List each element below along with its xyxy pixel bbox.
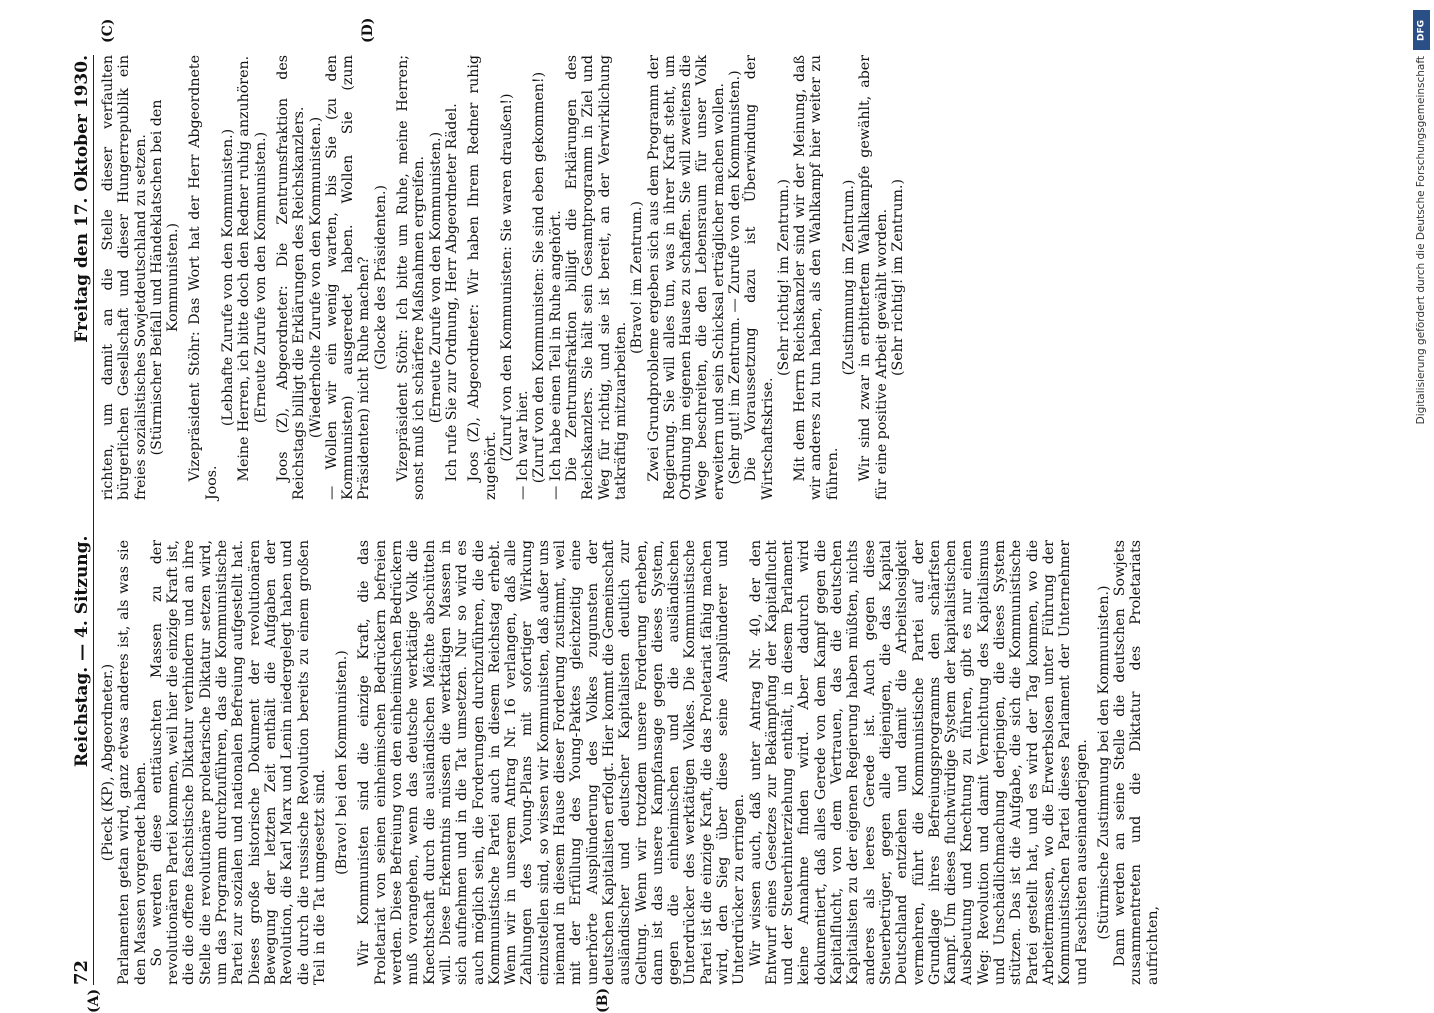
header-left: Reichstag. — 4. Sitzung. [71,535,92,768]
right-column [100,55,906,500]
paragraph: So werden diese enttäuschten Massen zu der revolutionären Partei kommen, weil hier die einzige Kraft ist, die die offene faschistische Diktatur verhindern und an ihre Stelle die revolutionäre proletarische Diktatur setzen wird, um das Programm durchzuführen, das die Kommunistische Partei zur sozialen und nationalen Befreiung aufgestellt hat. Dieses große historische Dokument der revolutionären Bewegung der letzten Zeit enthält die Aufgaben der Revolution, die Karl Marx und Lenin niedergelegt haben und die durch die russische Revolution bereits zu einem großen Teil in die Tat umgesetzt sind. [148,540,328,985]
paragraph: richten, um damit an die Stelle dieser verfaulten bürgerlichen Gesellschaft und dieser Hungerrepublik ein freies sozialistisches Sowjetdeutschland zu setzen. [100,55,149,500]
interjection: (Erneute Zurufe von den Kommunisten.) [252,131,269,424]
interjection: (Sehr gut! im Zentrum. — Zurufe von den Kommunisten.) [726,70,743,485]
speaker-paragraph: Joos (Z), Abgeordneter: Wir haben Ihrem Redner ruhig zugehört. [466,55,499,500]
funding-notice: Digitalisierung gefördert durch die Deutsche Forschungsgemeinschaft [1415,56,1427,425]
margin-marker-d: (D) [360,17,376,43]
dfg-sidebar [1412,8,1432,663]
paragraph: Die Voraussetzung dazu ist Überwindung der Wirtschaftskrise. [743,55,776,500]
paragraph: Zwei Grundprobleme ergeben sich aus dem Programm der Regierung. Sie will alles tun, was in ihrer Kraft steht, um Ordnung im eigenen Hause zu schaffen. Sie will zweitens die Wege beschreiten, die den Lebensraum für unser Volk erweitern und sein Schicksal erträglicher machen wollen. [645,55,727,500]
paragraph: Meine Herren, ich bitte doch den Redner ruhig anzuhören. [236,55,253,482]
paragraph: — Ich habe einen Teil in Ruhe angehört. [547,210,564,500]
left-column [100,540,1161,985]
paragraph: — Wollen wir ein wenig warten, bis Sie (zu den Kommunisten) ausgeredet haben. Wollen Sie (zum Präsidenten) nicht Ruhe machen? [323,55,373,500]
dfg-logo: DFG [1413,10,1430,50]
speaker-paragraph: Joos (Z), Abgeordneter: Die Zentrumsfraktion des Reichstags billigt die Erklärungen des Reichskanzlers. [274,55,308,500]
speaker-reference: (Pieck (KP), Abgeordneter.) [100,663,116,862]
interjection: (Erneute Zurufe von den Kommunisten.) [427,131,444,424]
running-header [60,55,94,985]
margin-marker-c: (C) [100,18,116,43]
interjection: (Bravo! bei den Kommunisten.) [334,650,351,875]
interjection: (Zustimmung im Zentrum.) [841,179,858,376]
interjection: (Bravo! im Zentrum.) [629,201,646,354]
interjection: (Lebhafte Zurufe von den Kommunisten.) [220,128,237,427]
document-page [60,17,1410,1013]
page-number: 72 [70,959,92,985]
paragraph: Ich rufe Sie zur Ordnung, Herr Abgeordneter Rädel. [443,103,460,482]
interjection: (Zuruf von den Kommunisten: Sie sind eben gekommen!) [531,71,548,484]
paragraph: Parlamenten getan wird, ganz etwas anderes ist, als was sie den Massen vorgeredet haben. [116,540,149,985]
interjection: (Sehr richtig! im Zentrum.) [775,178,792,377]
page-wrap [60,17,1410,1013]
header-right: Freitag den 17. Oktober 1930. [71,55,92,343]
paragraph: — Ich war hier. [515,390,532,500]
interjection: (Wiederholte Zurufe von den Kommunisten.) [307,116,324,439]
speaker-paragraph: Vizepräsident Stöhr: Ich bitte um Ruhe, meine Herren; sonst muß ich schärfere Maßnahmen ergreifen. [395,55,428,500]
paragraph: Die Zentrumsfraktion billigt die Erklärungen des Reichskanzlers. Sie hält sein Gesamtprogramm in Ziel und Weg für richtig, und sie ist bereit, an der Verwirklichung tatkräftig mitzuarbeiten. [564,55,629,500]
paragraph: Mit dem Herrn Reichskanzler sind wir der Meinung, daß wir anderes zu tun haben, als den Wahlkampf hier weiter zu führen. [792,55,841,500]
paragraph: Wir Kommunisten sind die einzige Kraft, die das Proletariat von seinen einheimischen Bedrückern befreien werden. Diese Befreiung von den einheimischen Bedrückern muß vorangehen, wenn das deutsche werktätige Volk die Knechtschaft durch die ausländischen Mächte abschütteln will. Diese Erkenntnis müssen die werktätigen Massen in sich aufnehmen und in die Tat umsetzen. Nur so wird es auch möglich sein, die Forderungen durchzuführen, die die Kommunistische Partei auch in diesem Reichstag erhebt. Wenn wir in unserem Antrag Nr. 16 verlangen, daß alle Zahlungen des Young-Plans mit sofortiger Wirkung einzustellen sind, so wissen wir Kommunisten, daß außer uns niemand in diesem Hause dieser Forderung zustimmt, weil mit der Erfüllung des Young-Paktes gleichzeitig eine unerhörte Ausplünderung des Volkes zugunsten der deutschen Kapitalisten erfolgt. Hier kommt die Gemeinschaft ausländischer und deutscher Kapitalisten deutlich zur Geltung. Wenn wir trotzdem unsere Forderung erheben, dann ist das unsere Kampfansage gegen dieses System, gegen die einheimischen und die ausländischen Unterdrücker des werktätigen Volkes. Die Kommunistische Partei ist die einzige Kraft, die das Proletariat fähig machen wird, den Sieg über diese seine Ausplünderer und Unterdrücker zu erringen. [356,540,748,985]
paragraph: Wir sind zwar in erbittertem Wahlkampfe gewählt, aber für eine positive Arbeit gewählt worden. [857,55,890,500]
paragraph: Wir wissen auch, daß unter Antrag Nr. 40, der den Entwurf eines Gesetzes zur Bekämpfung der Kapitalflucht und der Steuerhinterziehung enthält, in diesem Parlament keine Annahme finden wird. Aber dadurch wird dokumentiert, daß alles Gerede von dem Kampf gegen die Kapitalflucht, von dem Vertrauen, das die deutschen Kapitalisten zu der eigenen Regierung haben müßten, nichts anderes als leeres Gerede ist. Auch gegen diese Steuerbetrüger, gegen alle diejenigen, die das Kapital Deutschland entziehen und damit die Arbeitslosigkeit vermehren, führt die Kommunistische Partei auf der Grundlage ihres Befreiungsprogramms den schärfsten Kampf. Um dieses fluchwürdige System der kapitalistischen Ausbeutung und Knechtung zu führen, gibt es nur einen Weg: Revolution und damit Vernichtung des Kapitalismus und Unschädlichmachung derjenigen, die dieses System stützen. Das ist die Aufgabe, die sich die Kommunistische Partei gestellt hat, und es wird der Tag kommen, wo die Arbeitermassen, wo die Erwerbslosen unter Führung der Kommunistischen Partei dieses Parlament der Unternehmer und Faschisten auseinanderjagen. [747,540,1090,985]
interjection: (Stürmischer Beifall und Händeklatschen bei den Kommunisten.) [148,99,182,456]
margin-marker-b: (B) [595,987,611,1013]
speaker-paragraph: Vizepräsident Stöhr: Das Wort hat der Herr Abgeordnete Joos. [187,55,220,500]
interjection: (Sehr richtig! im Zentrum.) [889,178,906,377]
interjection: (Zuruf von den Kommunisten: Sie waren draußen!) [498,93,515,462]
paragraph: Dann werden an seine Stelle die deutschen Sowjets zusammentreten und die Diktatur des Proletariats aufrichten, [1112,540,1161,985]
interjection: (Glocke des Präsidenten.) [372,184,389,371]
interjection: (Stürmische Zustimmung bei den Kommunisten.) [1095,585,1112,940]
margin-marker-a: (A) [86,988,102,1013]
